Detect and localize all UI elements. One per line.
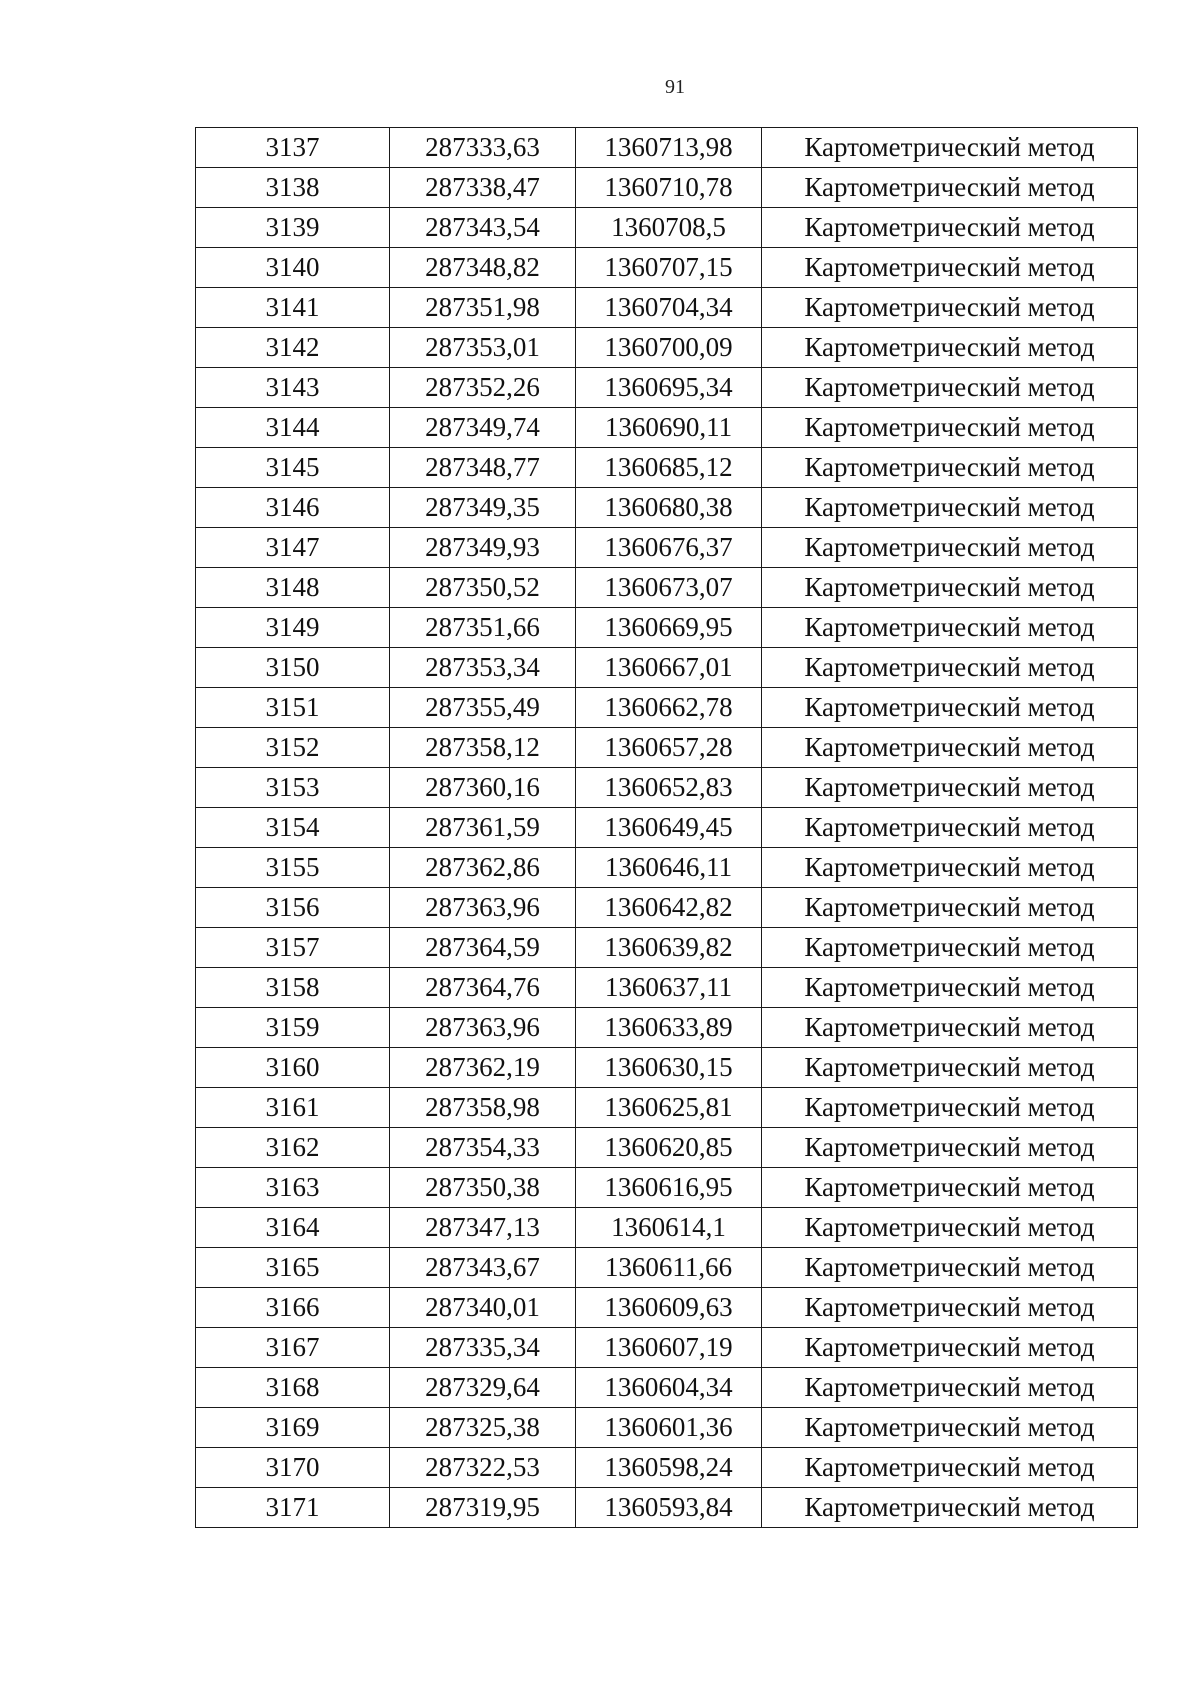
point-number-cell: 3137 xyxy=(196,128,390,168)
x-coordinate-cell: 287343,67 xyxy=(390,1248,576,1288)
x-coordinate-cell: 287333,63 xyxy=(390,128,576,168)
point-number-cell: 3155 xyxy=(196,848,390,888)
table-row xyxy=(196,1448,1138,1488)
table-row xyxy=(196,128,1138,168)
point-number-cell: 3171 xyxy=(196,1488,390,1528)
point-number-cell: 3170 xyxy=(196,1448,390,1488)
y-coordinate-cell: 1360657,28 xyxy=(576,728,762,768)
x-coordinate-cell: 287351,66 xyxy=(390,608,576,648)
method-cell: Картометрический метод xyxy=(762,248,1138,288)
x-coordinate-cell: 287363,96 xyxy=(390,888,576,928)
method-cell: Картометрический метод xyxy=(762,368,1138,408)
method-cell: Картометрический метод xyxy=(762,488,1138,528)
point-number-cell: 3145 xyxy=(196,448,390,488)
method-cell: Картометрический метод xyxy=(762,208,1138,248)
table-row xyxy=(196,608,1138,648)
method-cell: Картометрический метод xyxy=(762,1248,1138,1288)
method-cell: Картометрический метод xyxy=(762,1048,1138,1088)
y-coordinate-cell: 1360604,34 xyxy=(576,1368,762,1408)
method-cell: Картометрический метод xyxy=(762,808,1138,848)
table-row xyxy=(196,848,1138,888)
x-coordinate-cell: 287358,98 xyxy=(390,1088,576,1128)
method-cell: Картометрический метод xyxy=(762,168,1138,208)
x-coordinate-cell: 287325,38 xyxy=(390,1408,576,1448)
table-row xyxy=(196,808,1138,848)
method-cell: Картометрический метод xyxy=(762,1368,1138,1408)
y-coordinate-cell: 1360642,82 xyxy=(576,888,762,928)
method-cell: Картометрический метод xyxy=(762,1128,1138,1168)
point-number-cell: 3139 xyxy=(196,208,390,248)
y-coordinate-cell: 1360649,45 xyxy=(576,808,762,848)
x-coordinate-cell: 287362,86 xyxy=(390,848,576,888)
table-row xyxy=(196,1288,1138,1328)
x-coordinate-cell: 287364,76 xyxy=(390,968,576,1008)
y-coordinate-cell: 1360708,5 xyxy=(576,208,762,248)
x-coordinate-cell: 287358,12 xyxy=(390,728,576,768)
x-coordinate-cell: 287343,54 xyxy=(390,208,576,248)
point-number-cell: 3162 xyxy=(196,1128,390,1168)
x-coordinate-cell: 287347,13 xyxy=(390,1208,576,1248)
table-row xyxy=(196,1168,1138,1208)
method-cell: Картометрический метод xyxy=(762,1088,1138,1128)
method-cell: Картометрический метод xyxy=(762,768,1138,808)
method-cell: Картометрический метод xyxy=(762,848,1138,888)
table-row xyxy=(196,968,1138,1008)
x-coordinate-cell: 287353,34 xyxy=(390,648,576,688)
y-coordinate-cell: 1360637,11 xyxy=(576,968,762,1008)
y-coordinate-cell: 1360620,85 xyxy=(576,1128,762,1168)
y-coordinate-cell: 1360652,83 xyxy=(576,768,762,808)
coordinates-table xyxy=(195,127,1138,1528)
y-coordinate-cell: 1360598,24 xyxy=(576,1448,762,1488)
point-number-cell: 3138 xyxy=(196,168,390,208)
y-coordinate-cell: 1360667,01 xyxy=(576,648,762,688)
table-row xyxy=(196,1208,1138,1248)
point-number-cell: 3153 xyxy=(196,768,390,808)
method-cell: Картометрический метод xyxy=(762,408,1138,448)
point-number-cell: 3166 xyxy=(196,1288,390,1328)
table-row xyxy=(196,648,1138,688)
x-coordinate-cell: 287340,01 xyxy=(390,1288,576,1328)
x-coordinate-cell: 287354,33 xyxy=(390,1128,576,1168)
method-cell: Картометрический метод xyxy=(762,568,1138,608)
x-coordinate-cell: 287352,26 xyxy=(390,368,576,408)
method-cell: Картометрический метод xyxy=(762,608,1138,648)
table-row xyxy=(196,568,1138,608)
method-cell: Картометрический метод xyxy=(762,1288,1138,1328)
method-cell: Картометрический метод xyxy=(762,1008,1138,1048)
x-coordinate-cell: 287362,19 xyxy=(390,1048,576,1088)
y-coordinate-cell: 1360713,98 xyxy=(576,128,762,168)
table-row xyxy=(196,1248,1138,1288)
x-coordinate-cell: 287338,47 xyxy=(390,168,576,208)
table-row xyxy=(196,208,1138,248)
point-number-cell: 3164 xyxy=(196,1208,390,1248)
table-row xyxy=(196,1328,1138,1368)
x-coordinate-cell: 287364,59 xyxy=(390,928,576,968)
method-cell: Картометрический метод xyxy=(762,968,1138,1008)
point-number-cell: 3159 xyxy=(196,1008,390,1048)
x-coordinate-cell: 287349,93 xyxy=(390,528,576,568)
table-row xyxy=(196,328,1138,368)
point-number-cell: 3160 xyxy=(196,1048,390,1088)
x-coordinate-cell: 287349,35 xyxy=(390,488,576,528)
point-number-cell: 3163 xyxy=(196,1168,390,1208)
method-cell: Картометрический метод xyxy=(762,648,1138,688)
point-number-cell: 3146 xyxy=(196,488,390,528)
point-number-cell: 3165 xyxy=(196,1248,390,1288)
point-number-cell: 3148 xyxy=(196,568,390,608)
method-cell: Картометрический метод xyxy=(762,888,1138,928)
y-coordinate-cell: 1360680,38 xyxy=(576,488,762,528)
point-number-cell: 3152 xyxy=(196,728,390,768)
point-number-cell: 3140 xyxy=(196,248,390,288)
point-number-cell: 3150 xyxy=(196,648,390,688)
point-number-cell: 3157 xyxy=(196,928,390,968)
table-row xyxy=(196,1408,1138,1448)
table-row xyxy=(196,448,1138,488)
x-coordinate-cell: 287348,82 xyxy=(390,248,576,288)
y-coordinate-cell: 1360593,84 xyxy=(576,1488,762,1528)
method-cell: Картометрический метод xyxy=(762,1208,1138,1248)
point-number-cell: 3156 xyxy=(196,888,390,928)
point-number-cell: 3167 xyxy=(196,1328,390,1368)
y-coordinate-cell: 1360695,34 xyxy=(576,368,762,408)
table-row xyxy=(196,1488,1138,1528)
point-number-cell: 3168 xyxy=(196,1368,390,1408)
point-number-cell: 3144 xyxy=(196,408,390,448)
x-coordinate-cell: 287335,34 xyxy=(390,1328,576,1368)
x-coordinate-cell: 287355,49 xyxy=(390,688,576,728)
y-coordinate-cell: 1360704,34 xyxy=(576,288,762,328)
x-coordinate-cell: 287360,16 xyxy=(390,768,576,808)
point-number-cell: 3154 xyxy=(196,808,390,848)
point-number-cell: 3161 xyxy=(196,1088,390,1128)
table-row xyxy=(196,728,1138,768)
method-cell: Картометрический метод xyxy=(762,1408,1138,1448)
y-coordinate-cell: 1360625,81 xyxy=(576,1088,762,1128)
y-coordinate-cell: 1360700,09 xyxy=(576,328,762,368)
x-coordinate-cell: 287351,98 xyxy=(390,288,576,328)
x-coordinate-cell: 287350,52 xyxy=(390,568,576,608)
point-number-cell: 3151 xyxy=(196,688,390,728)
x-coordinate-cell: 287329,64 xyxy=(390,1368,576,1408)
table-row xyxy=(196,928,1138,968)
table-row xyxy=(196,1048,1138,1088)
coordinates-table-body xyxy=(196,128,1138,1528)
method-cell: Картометрический метод xyxy=(762,288,1138,328)
y-coordinate-cell: 1360676,37 xyxy=(576,528,762,568)
x-coordinate-cell: 287348,77 xyxy=(390,448,576,488)
method-cell: Картометрический метод xyxy=(762,928,1138,968)
y-coordinate-cell: 1360673,07 xyxy=(576,568,762,608)
x-coordinate-cell: 287361,59 xyxy=(390,808,576,848)
method-cell: Картометрический метод xyxy=(762,448,1138,488)
y-coordinate-cell: 1360601,36 xyxy=(576,1408,762,1448)
x-coordinate-cell: 287319,95 xyxy=(390,1488,576,1528)
table-row xyxy=(196,688,1138,728)
y-coordinate-cell: 1360707,15 xyxy=(576,248,762,288)
method-cell: Картометрический метод xyxy=(762,1448,1138,1488)
y-coordinate-cell: 1360646,11 xyxy=(576,848,762,888)
table-row xyxy=(196,1128,1138,1168)
x-coordinate-cell: 287349,74 xyxy=(390,408,576,448)
point-number-cell: 3142 xyxy=(196,328,390,368)
table-row xyxy=(196,1088,1138,1128)
method-cell: Картометрический метод xyxy=(762,728,1138,768)
y-coordinate-cell: 1360669,95 xyxy=(576,608,762,648)
x-coordinate-cell: 287363,96 xyxy=(390,1008,576,1048)
table-row xyxy=(196,368,1138,408)
y-coordinate-cell: 1360607,19 xyxy=(576,1328,762,1368)
y-coordinate-cell: 1360616,95 xyxy=(576,1168,762,1208)
table-row xyxy=(196,168,1138,208)
y-coordinate-cell: 1360609,63 xyxy=(576,1288,762,1328)
table-row xyxy=(196,1008,1138,1048)
y-coordinate-cell: 1360662,78 xyxy=(576,688,762,728)
method-cell: Картометрический метод xyxy=(762,688,1138,728)
y-coordinate-cell: 1360710,78 xyxy=(576,168,762,208)
table-row xyxy=(196,768,1138,808)
method-cell: Картометрический метод xyxy=(762,1168,1138,1208)
table-row xyxy=(196,528,1138,568)
x-coordinate-cell: 287353,01 xyxy=(390,328,576,368)
point-number-cell: 3149 xyxy=(196,608,390,648)
y-coordinate-cell: 1360633,89 xyxy=(576,1008,762,1048)
point-number-cell: 3143 xyxy=(196,368,390,408)
y-coordinate-cell: 1360639,82 xyxy=(576,928,762,968)
y-coordinate-cell: 1360690,11 xyxy=(576,408,762,448)
x-coordinate-cell: 287350,38 xyxy=(390,1168,576,1208)
table-row xyxy=(196,288,1138,328)
table-row xyxy=(196,488,1138,528)
y-coordinate-cell: 1360611,66 xyxy=(576,1248,762,1288)
method-cell: Картометрический метод xyxy=(762,128,1138,168)
x-coordinate-cell: 287322,53 xyxy=(390,1448,576,1488)
point-number-cell: 3141 xyxy=(196,288,390,328)
y-coordinate-cell: 1360685,12 xyxy=(576,448,762,488)
method-cell: Картометрический метод xyxy=(762,1488,1138,1528)
table-row xyxy=(196,1368,1138,1408)
method-cell: Картометрический метод xyxy=(762,328,1138,368)
table-row xyxy=(196,888,1138,928)
point-number-cell: 3147 xyxy=(196,528,390,568)
table-row xyxy=(196,408,1138,448)
table-row xyxy=(196,248,1138,288)
page-number: 91 xyxy=(665,76,685,98)
point-number-cell: 3158 xyxy=(196,968,390,1008)
method-cell: Картометрический метод xyxy=(762,528,1138,568)
y-coordinate-cell: 1360630,15 xyxy=(576,1048,762,1088)
method-cell: Картометрический метод xyxy=(762,1328,1138,1368)
point-number-cell: 3169 xyxy=(196,1408,390,1448)
y-coordinate-cell: 1360614,1 xyxy=(576,1208,762,1248)
